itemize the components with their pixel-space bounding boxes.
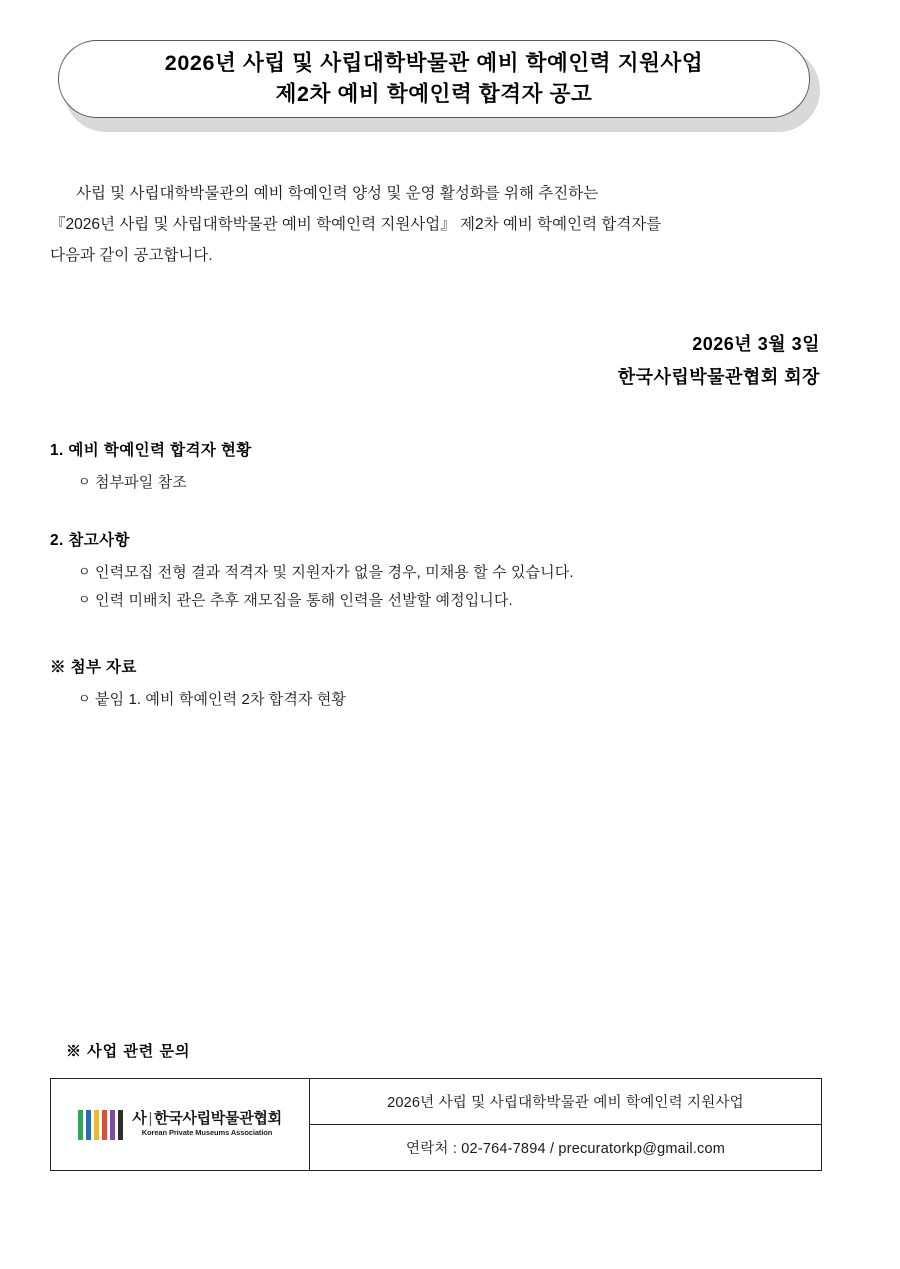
title-line-2: 제2차 예비 학예인력 합격자 공고 [275,82,593,106]
section-1-heading: 1. 예비 학예인력 합격자 현황 [50,442,252,459]
intro-line-2: 『2026년 사립 및 사립대학박물관 예비 학예인력 지원사업』 제2차 예비 학예인력 합격자를 [50,216,662,233]
intro-paragraph [50,178,850,271]
section-1-item-1-text: 첨부파일 참조 [95,474,187,491]
footer-contact-info: 연락처 : 02-764-7894 / precuratorkp@gmail.com [310,1125,822,1171]
contact-table [50,1078,822,1171]
section-2-item-2-text: 인력 미배치 관은 추후 재모집을 통해 인력을 선발할 예정입니다. [95,591,513,609]
section-2 [50,528,850,615]
table-row [51,1079,822,1125]
section-2-heading: 2. 참고사항 [50,532,130,549]
section-3 [50,655,850,714]
section-3-item-1-text: 붙임 1. 예비 학예인력 2차 합격자 현황 [95,691,347,708]
announcement-date: 2026년 3월 3일 [692,334,820,354]
section-2-item-1 [78,559,850,587]
title-banner [58,40,820,132]
section-1 [50,438,850,497]
section-2-item-2 [78,587,850,615]
logo-bars-icon [78,1110,123,1140]
section-3-heading: ※ 첨부 자료 [50,659,137,676]
section-2-item-1-text: 인력모집 전형 결과 적격자 및 지원자가 없을 경우, 미채용 할 수 있습니다. [95,564,574,581]
bullet-mark-icon: ㅇ [78,691,91,706]
bullet-mark-icon: ㅇ [78,591,91,607]
logo-text-korean: 사 | 한국사립박물관협회 [132,1110,282,1128]
bullet-mark-icon: ㅇ [78,474,91,489]
bullet-mark-icon: ㅇ [78,564,91,579]
logo-text-block [132,1110,282,1139]
intro-line-1: 사립 및 사립대학박물관의 예비 학예인력 양성 및 운영 활성화를 위해 추진하는 [76,185,599,202]
logo-text-english: Korean Private Museums Association [141,1128,273,1138]
section-1-item-1 [78,469,850,497]
contact-label: ※ 사업 관련 문의 [66,1043,191,1060]
title-line-1: 2026년 사립 및 사립대학박물관 예비 학예인력 지원사업 [164,50,704,75]
section-3-item-1 [78,686,850,714]
announcement-signer: 한국사립박물관협회 회장 [617,367,820,388]
sign-block [50,328,820,395]
logo-inner [51,1110,309,1140]
association-logo [51,1079,310,1171]
title-banner-body [58,40,810,118]
footer-program-name: 2026년 사립 및 사립대학박물관 예비 학예인력 지원사업 [310,1079,822,1125]
intro-line-3: 다음과 같이 공고합니다. [50,247,213,264]
